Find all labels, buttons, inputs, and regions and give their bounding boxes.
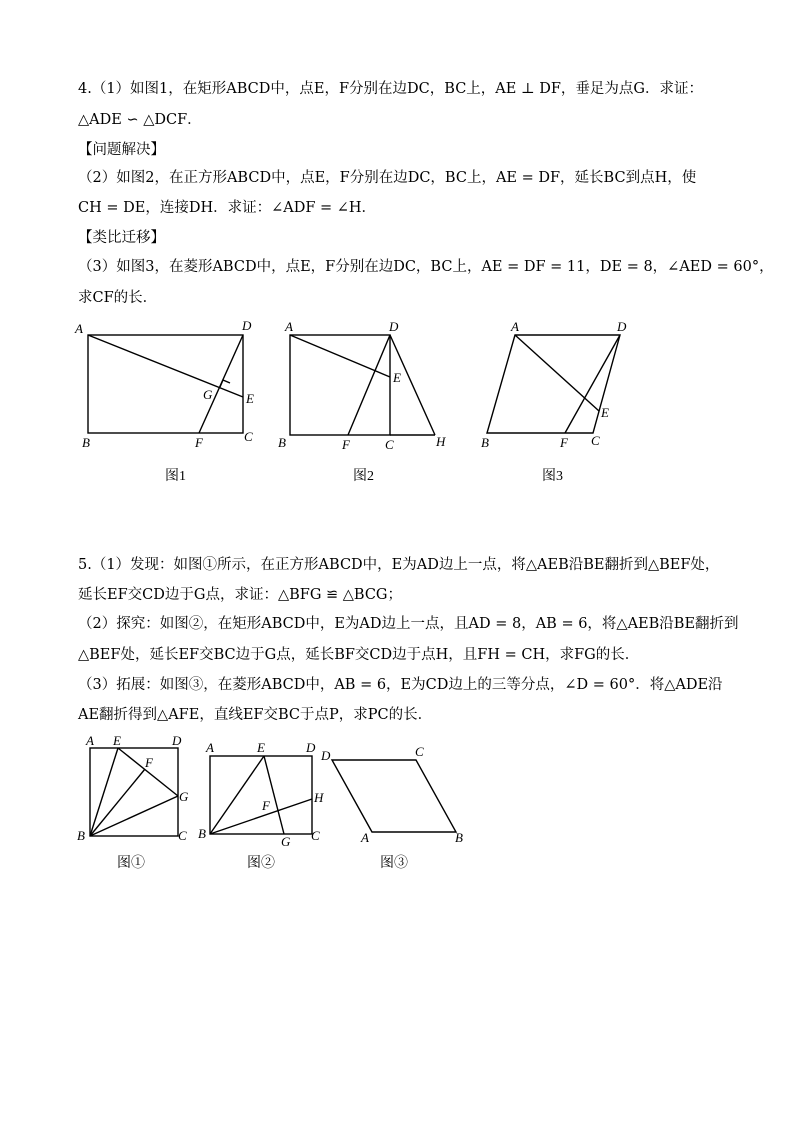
p5-fig2-label-d: D (306, 740, 316, 755)
p4-fig2-label-d: D (389, 319, 399, 334)
p5-fig3-label-b: B (455, 830, 463, 845)
p4-fig2-segment-dh (390, 335, 435, 435)
p4-fig2-square (290, 335, 390, 435)
p5-fig2-label-h: H (314, 790, 324, 805)
p5-fig2-label-g: G (281, 834, 291, 848)
p5-figure-1 (75, 728, 200, 848)
p4-fig2-label-h: H (436, 434, 446, 449)
p4-fig1-label-d: D (242, 318, 252, 333)
p4-fig2-label-a: A (285, 319, 293, 334)
p5-fig1-segment-bg (90, 796, 178, 836)
p4-fig2-label-f: F (342, 437, 350, 452)
p4-fig2-caption: 图2 (353, 469, 374, 484)
p4-fig2-label-e: E (393, 370, 401, 385)
p5-fig2-segment-bh (210, 799, 312, 834)
p4-figure-2 (275, 315, 455, 455)
p5-fig2-segment-be (210, 756, 264, 834)
p5-fig1-label-e: E (113, 733, 121, 748)
p5-fig1-segment-be (90, 748, 118, 836)
p4-fig2-label-c: C (385, 437, 394, 452)
p5-fig2-rectangle (210, 756, 312, 834)
p4-fig1-rectangle (88, 335, 243, 433)
p5-fig3-caption: 图③ (380, 856, 408, 871)
p5-fig2-label-a: A (206, 740, 214, 755)
p5-fig1-label-b: B (77, 828, 85, 843)
p4-fig3-segment-ae (515, 335, 599, 411)
p4-fig1-label-a: A (75, 321, 83, 336)
p4-fig1-right-angle-mark (220, 380, 230, 387)
p4-fig3-label-c: C (591, 433, 600, 448)
p4-section-heading-analogy: 【类比迁移】 (78, 230, 165, 246)
p4-figure-3 (475, 315, 645, 455)
p5-fig1-label-a: A (86, 733, 94, 748)
p5-line-1: 5.（1）发现：如图①所示，在正方形ABCD中，E为AD边上一点，将△AEB沿BE翻折到△BEF处， (78, 557, 720, 573)
p4-fig1-label-b: B (82, 435, 90, 450)
p4-fig3-caption: 图3 (542, 469, 563, 484)
p5-line-2: 延长EF交CD边于G点，求证：△BFG ≌ △BCG； (78, 587, 403, 603)
p4-line-1: 4.（1）如图1，在矩形ABCD中，点E，F分别在边DC，BC上，AE ⊥ DF，垂足为点G．求证： (78, 81, 703, 97)
p4-fig3-label-f: F (560, 435, 568, 450)
p5-fig2-label-f: F (262, 798, 270, 813)
p4-line-2: △ADE ∽ △DCF． (78, 112, 202, 128)
p4-fig2-segment-df (348, 335, 390, 435)
p4-fig1-label-f: F (195, 435, 203, 450)
p4-fig1-caption: 图1 (165, 469, 186, 484)
p5-line-6: AE翻折得到△AFE，直线EF交BC于点P，求PC的长． (78, 707, 433, 723)
p4-fig3-label-b: B (481, 435, 489, 450)
p4-line-5: CH = DE，连接DH．求证：∠ADF = ∠H． (78, 200, 377, 216)
p5-line-4: △BEF处，延长EF交BC边于G点，延长BF交CD边于点H，且FH = CH，求FG的长． (78, 647, 640, 663)
p4-fig1-label-g: G (203, 387, 213, 402)
p4-fig2-label-b: B (278, 435, 286, 450)
p4-fig3-segment-df (565, 335, 620, 433)
p5-fig1-label-f: F (145, 755, 153, 770)
p4-fig3-label-d: D (617, 319, 627, 334)
p5-figure-3 (318, 740, 478, 848)
p5-fig1-label-g: G (179, 789, 189, 804)
p5-fig2-segment-eg (264, 756, 284, 834)
p5-fig3-rhombus (332, 760, 456, 832)
p5-fig2-label-b: B (198, 826, 206, 841)
p5-fig2-label-c: C (311, 828, 320, 843)
p4-figure-1 (70, 315, 270, 455)
p5-fig2-caption: 图② (247, 856, 275, 871)
p4-fig3-label-a: A (511, 319, 519, 334)
p5-fig3-label-c: C (415, 744, 424, 759)
p5-fig1-segment-bf (90, 769, 145, 836)
p4-fig3-label-e: E (601, 405, 609, 420)
p5-fig3-label-d: D (321, 748, 331, 763)
p5-line-3: （2）探究：如图②，在矩形ABCD中，E为AD边上一点，且AD = 8，AB = 6，将△AEB沿BE翻折到 (78, 616, 739, 632)
p4-line-7: （3）如图3，在菱形ABCD中，点E，F分别在边DC，BC上，AE = DF = 11，DE = 8，∠AED = 60°， (78, 259, 774, 275)
p5-fig1-label-d: D (172, 733, 182, 748)
p4-fig1-label-c: C (244, 429, 253, 444)
p5-fig1-caption: 图① (117, 856, 145, 871)
p4-section-heading-problem-solving: 【问题解决】 (78, 142, 165, 158)
p5-fig1-label-c: C (178, 828, 187, 843)
p5-fig2-label-e: E (257, 740, 265, 755)
p4-line-4: （2）如图2，在正方形ABCD中，点E，F分别在边DC，BC上，AE = DF，延长BC到点H，使 (78, 170, 697, 186)
p5-line-5: （3）拓展：如图③，在菱形ABCD中，AB = 6，E为CD边上的三等分点，∠D = 60°．将△ADE沿 (78, 677, 723, 693)
p4-fig1-label-e: E (246, 391, 254, 406)
p4-line-8: 求CF的长． (78, 290, 158, 306)
p5-fig3-label-a: A (361, 830, 369, 845)
